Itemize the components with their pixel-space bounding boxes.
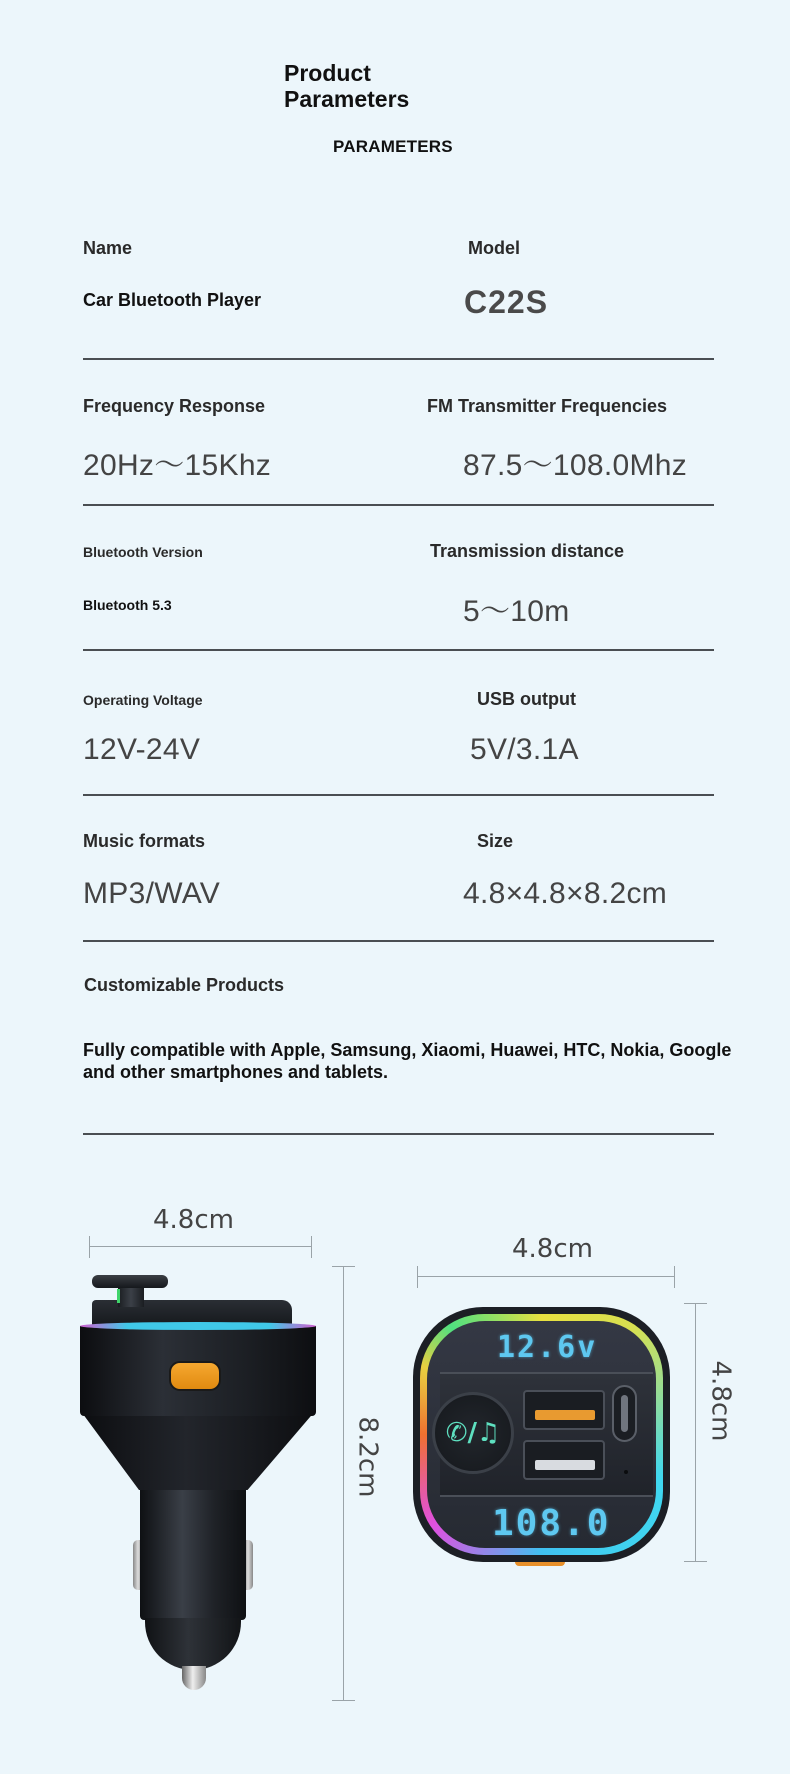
- param-label-music-formats: Music formats: [83, 831, 206, 851]
- param-label-bluetooth-version: Bluetooth Version: [83, 544, 203, 560]
- param-value-operating-voltage: 12V-24V: [83, 733, 201, 766]
- param-value-bluetooth-version: Bluetooth 5.3: [83, 597, 172, 613]
- front-width-label: 4.8cm: [512, 1234, 593, 1264]
- dimension-tick: [332, 1700, 355, 1701]
- usb-c-port: [612, 1385, 637, 1442]
- param-value-usb-output: 5V/3.1A: [470, 733, 579, 766]
- param-label-model: Model: [468, 238, 520, 258]
- param-label-frequency-response: Frequency Response: [83, 396, 266, 416]
- device-neck: [140, 1470, 246, 1620]
- divider: [83, 649, 714, 651]
- param-value-model: C22S: [464, 284, 549, 320]
- param-label-name: Name: [83, 238, 133, 258]
- device-tip: [182, 1666, 206, 1690]
- side-width-label: 4.8cm: [153, 1205, 234, 1235]
- param-value-music-formats: MP3/WAV: [83, 877, 221, 910]
- page-title: Product Parameters: [284, 60, 410, 112]
- param-label-operating-voltage: Operating Voltage: [83, 692, 203, 708]
- param-value-transmission-distance: 5～10m: [463, 595, 570, 628]
- divider: [83, 358, 714, 360]
- knob-icon: [92, 1275, 168, 1288]
- orange-button: [169, 1361, 221, 1391]
- param-value-fm-frequencies: 87.5～108.0Mhz: [463, 449, 688, 482]
- front-height-label: 4.8cm: [705, 1360, 736, 1442]
- dimension-tick: [332, 1266, 355, 1267]
- param-value-size: 4.8×4.8×8.2cm: [463, 877, 668, 910]
- customizable-heading: Customizable Products: [84, 975, 285, 995]
- section-subtitle: PARAMETERS: [333, 137, 453, 156]
- usb-a-port-fast-charge: [523, 1390, 605, 1430]
- side-height-label: 8.2cm: [352, 1416, 383, 1498]
- front-height-dimension-line: [695, 1303, 696, 1562]
- compatibility-description: Fully compatible with Apple, Samsung, Xiaomi, Huawei, HTC, Nokia, Google and other smartphones and tablets.: [83, 1040, 732, 1082]
- dimension-tick: [684, 1561, 707, 1562]
- usb-c-slot: [621, 1395, 628, 1432]
- usb-tongue: [535, 1460, 595, 1470]
- device-cap: [145, 1618, 241, 1670]
- dimension-tick: [684, 1303, 707, 1304]
- dimension-tick: [674, 1266, 675, 1288]
- knob-led: [117, 1289, 120, 1303]
- param-label-size: Size: [477, 831, 514, 851]
- divider: [83, 1133, 714, 1135]
- divider: [83, 940, 714, 942]
- device-taper: [80, 1410, 316, 1490]
- param-value-frequency-response: 20Hz～15Khz: [83, 449, 272, 482]
- side-height-dimension-line: [343, 1266, 344, 1700]
- param-label-usb-output: USB output: [477, 689, 576, 709]
- divider: [83, 504, 714, 506]
- dimension-tick: [89, 1236, 90, 1258]
- voltage-display: 12.6v: [497, 1330, 598, 1365]
- usb-tongue: [535, 1410, 595, 1420]
- usb-a-port: [523, 1440, 605, 1480]
- param-value-name: Car Bluetooth Player: [83, 290, 262, 310]
- frequency-display: 108.0: [492, 1503, 611, 1544]
- knob-stem: [118, 1287, 144, 1307]
- call-music-icon: ✆/♫: [445, 1418, 501, 1448]
- param-label-transmission-distance: Transmission distance: [430, 541, 625, 561]
- divider: [83, 794, 714, 796]
- dimension-tick: [417, 1266, 418, 1288]
- side-width-dimension-line: [89, 1246, 312, 1247]
- param-label-fm-frequencies: FM Transmitter Frequencies: [427, 396, 668, 416]
- microphone-hole: [624, 1470, 628, 1474]
- front-width-dimension-line: [417, 1276, 675, 1277]
- led-ring: [80, 1322, 316, 1330]
- dimension-tick: [311, 1236, 312, 1258]
